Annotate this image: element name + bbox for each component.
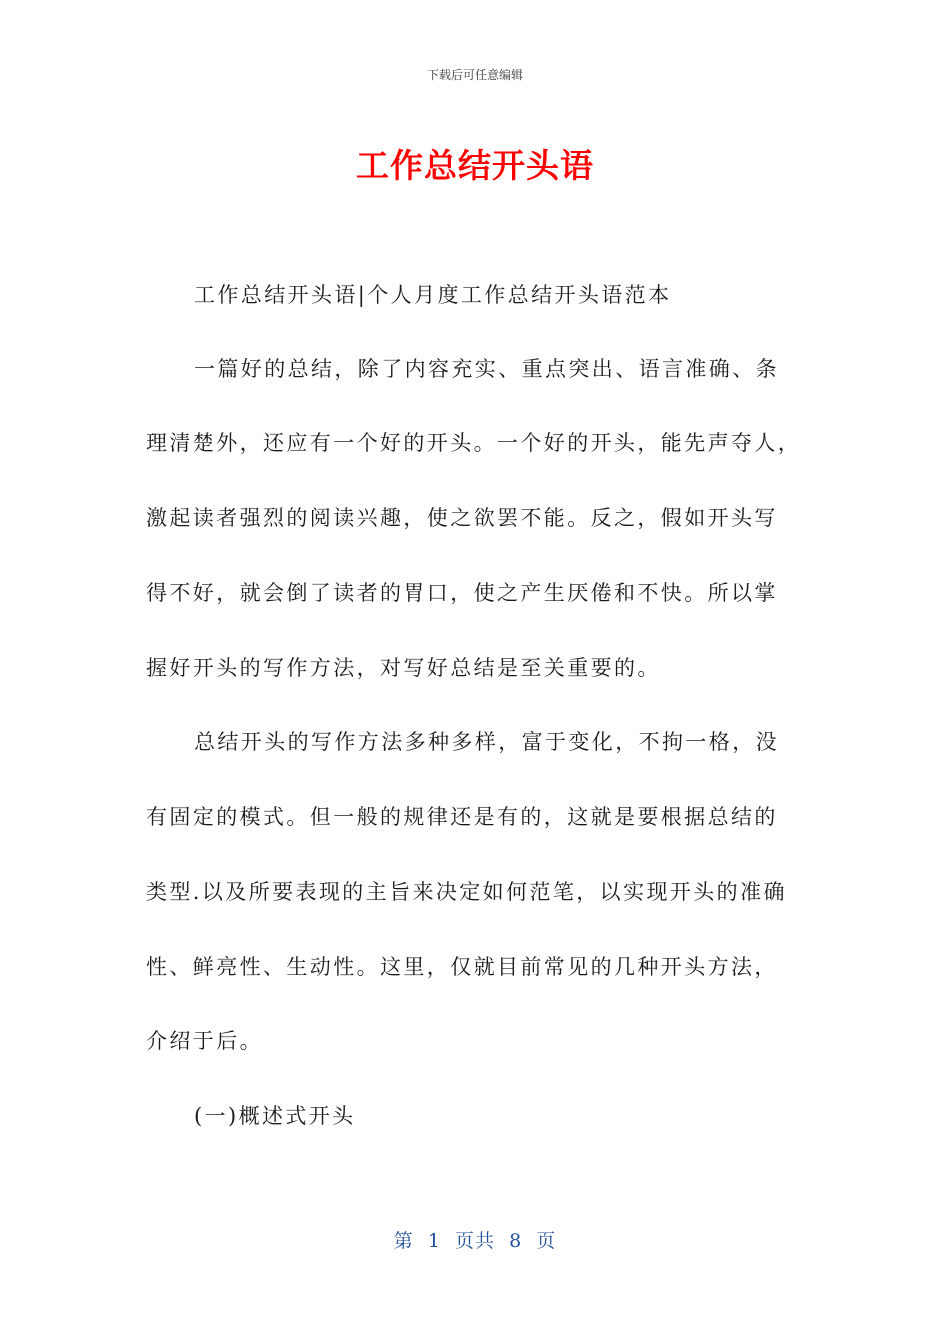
header-note: 下载后可任意编辑 bbox=[426, 68, 523, 82]
body-line: 类型.以及所要表现的主旨来决定如何范笔，以实现开头的准确 bbox=[146, 880, 787, 904]
page-footer: 第 1 页共 8 页 bbox=[393, 1230, 557, 1252]
body-line-subtitle: 工作总结开头语|个人月度工作总结开头语范本 bbox=[194, 283, 672, 307]
body-line: 得不好，就会倒了读者的胃口，使之产生厌倦和不快。所以掌 bbox=[146, 581, 778, 605]
body-line: 握好开头的写作方法，对写好总结是至关重要的。 bbox=[146, 656, 661, 680]
body-line: 总结开头的写作方法多种多样，富于变化，不拘一格，没 bbox=[194, 730, 779, 754]
body-line: 激起读者强烈的阅读兴趣，使之欲罢不能。反之，假如开头写 bbox=[146, 506, 778, 530]
body-line: 一篇好的总结，除了内容充实、重点突出、语言准确、条 bbox=[194, 357, 779, 381]
body-line: 理清楚外，还应有一个好的开头。一个好的开头，能先声夺人， bbox=[146, 431, 802, 455]
body-line: 性、鲜亮性、生动性。这里，仅就目前常见的几种开头方法， bbox=[146, 955, 778, 979]
section-heading: (一)概述式开头 bbox=[194, 1104, 356, 1128]
body-line: 介绍于后。 bbox=[146, 1029, 263, 1053]
document-title: 工作总结开头语 bbox=[356, 146, 594, 185]
body-line: 有固定的模式。但一般的规律还是有的，这就是要根据总结的 bbox=[146, 805, 778, 829]
